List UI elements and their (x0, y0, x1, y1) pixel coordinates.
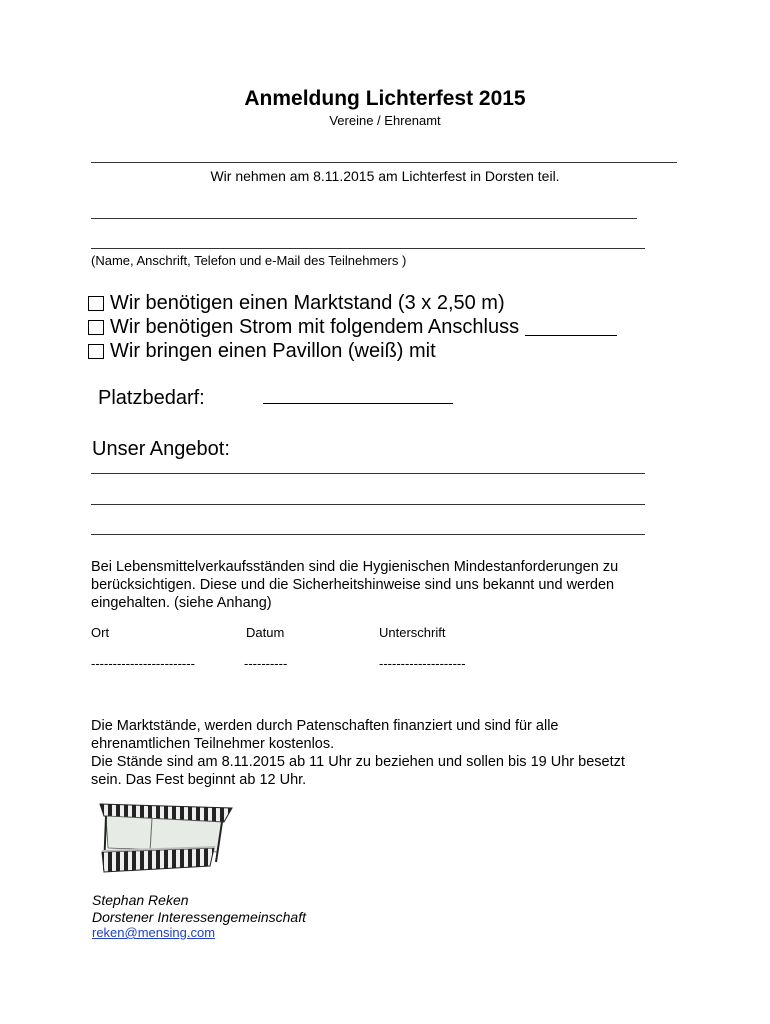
platzbedarf-label: Platzbedarf: (98, 387, 205, 409)
contact-org: Dorstener Interessengemeinschaft (92, 909, 306, 925)
checkbox-strom[interactable] (88, 320, 104, 335)
angebot-line-3[interactable] (91, 534, 645, 535)
checkbox-pavillon[interactable] (88, 344, 104, 359)
hygiene-line: Bei Lebensmittelverkaufsständen sind die Hygienischen Mindestanforderungen zu (91, 559, 619, 575)
checkbox-row-marktstand[interactable] (88, 292, 505, 315)
checkbox-row-pavillon[interactable] (88, 340, 436, 363)
hygiene-line: berücksichtigen. Diese und die Sicherheitshinweise sind uns bekannt und werden (91, 577, 615, 593)
checkbox-label-strom: Wir benötigen Strom mit folgendem Anschluss (110, 316, 520, 338)
ort-label: Ort (91, 625, 110, 640)
angebot-line-1[interactable] (91, 473, 645, 474)
datum-label: Datum (246, 625, 285, 640)
datum-dashes[interactable]: ---------- (244, 656, 288, 671)
page-title: Anmeldung Lichterfest 2015 (244, 87, 526, 110)
hygiene-paragraph (91, 558, 711, 612)
unterschrift-dashes[interactable]: -------------------- (379, 656, 466, 671)
contact-name: Stephan Reken (92, 892, 189, 908)
checkbox-row-strom[interactable] (88, 316, 617, 339)
angebot-label: Unser Angebot: (92, 438, 230, 460)
info-line: Die Marktstände, werden durch Patenschaften finanziert und sind für alle (91, 718, 559, 734)
checkbox-label-pavillon: Wir bringen einen Pavillon (weiß) mit (110, 340, 436, 362)
anschluss-blank[interactable] (525, 319, 617, 336)
info-line: Die Stände sind am 8.11.2015 ab 11 Uhr zu beziehen und sollen bis 19 Uhr besetzt (91, 754, 625, 770)
ort-dashes[interactable]: ------------------------ (91, 656, 195, 671)
contact-email-link[interactable]: reken@mensing.com (92, 925, 216, 940)
checkbox-marktstand[interactable] (88, 296, 104, 311)
angebot-line-2[interactable] (91, 504, 645, 505)
name-line-2[interactable] (91, 248, 645, 249)
unterschrift-label: Unterschrift (379, 625, 446, 640)
info-paragraph (91, 717, 711, 789)
page-subtitle: Vereine / Ehrenamt (329, 113, 441, 128)
participant-hint: (Name, Anschrift, Telefon und e-Mail des Teilnehmers ) (91, 253, 407, 268)
hygiene-line: eingehalten. (siehe Anhang) (91, 595, 272, 611)
info-line: sein. Das Fest beginnt ab 12 Uhr. (91, 772, 307, 788)
market-stall-image (92, 800, 237, 876)
intro-text: Wir nehmen am 8.11.2015 am Lichterfest in Dorsten teil. (210, 168, 560, 184)
info-line: ehrenamtlichen Teilnehmer kostenlos. (91, 736, 335, 752)
platzbedarf-blank[interactable] (263, 403, 453, 404)
checkbox-label-marktstand: Wir benötigen einen Marktstand (3 x 2,50 m) (110, 292, 505, 314)
divider-top (91, 162, 677, 163)
name-line-1[interactable] (91, 218, 637, 219)
